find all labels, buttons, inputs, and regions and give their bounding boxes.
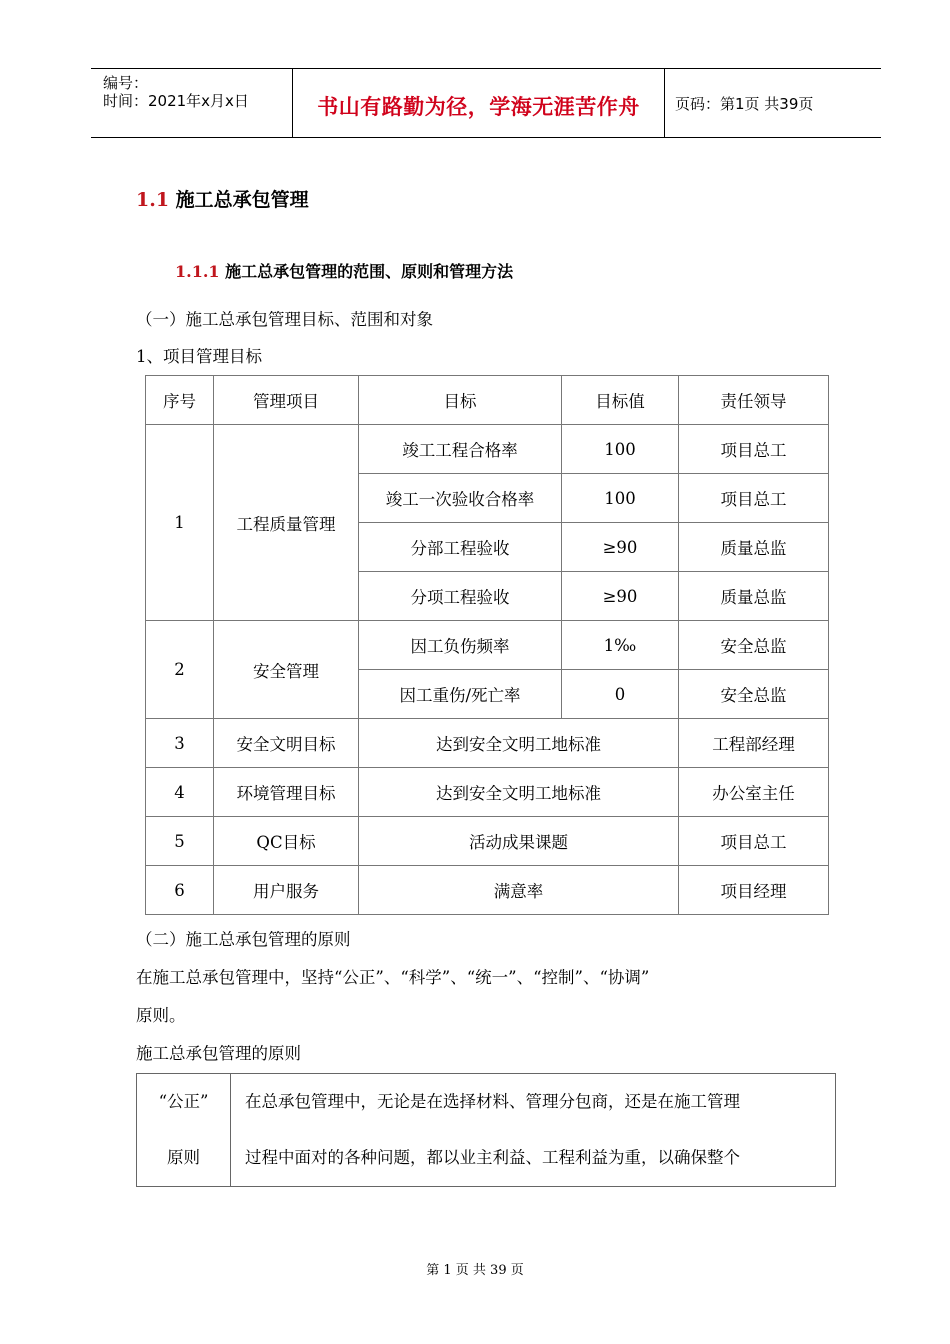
principle-text-line1: 在总承包管理中，无论是在选择材料、管理分包商，还是在施工管理: [245, 1092, 740, 1111]
table-row: [146, 719, 829, 768]
management-item: QC目标: [214, 817, 359, 866]
table-header-row: [146, 376, 829, 425]
target-cell: 因工重伤/死亡率: [359, 670, 562, 719]
header-cell: 责任领导: [679, 376, 829, 425]
row-number: 6: [146, 866, 214, 915]
principle-text-cell: [231, 1074, 836, 1187]
header-meta-cell: [91, 69, 293, 137]
target-value: 100: [562, 474, 679, 523]
motto: 书山有路勤为径，学海无涯苦作舟: [317, 94, 640, 119]
management-item: 安全文明目标: [214, 719, 359, 768]
target-cell: 活动成果课题: [359, 817, 679, 866]
target-cell: 达到安全文明工地标准: [359, 768, 679, 817]
table-row: [146, 621, 829, 670]
target-cell: 分项工程验收: [359, 572, 562, 621]
responsible-leader: 安全总监: [679, 621, 829, 670]
paragraph-principles-caption: 施工总承包管理的原则: [136, 1044, 301, 1063]
target-cell: 满意率: [359, 866, 679, 915]
responsible-leader: 安全总监: [679, 670, 829, 719]
paragraph-goals-heading: （一）施工总承包管理目标、范围和对象: [136, 310, 433, 329]
table-row: [137, 1074, 836, 1187]
section-number: 1.1: [136, 189, 170, 211]
paragraph-principles-line1: 在施工总承包管理中，坚持“公正”、“科学”、“统一”、“控制”、“协调”: [136, 968, 650, 987]
table-row: [146, 866, 829, 915]
target-value: ≥90: [562, 523, 679, 572]
subsection-number: 1.1.1: [175, 262, 220, 281]
principle-label-cell: [137, 1074, 231, 1187]
goals-table: [145, 375, 829, 915]
header-page-cell: [665, 69, 881, 137]
target-cell: 分部工程验收: [359, 523, 562, 572]
page-number-label: 页码：第1页 共39页: [675, 95, 814, 113]
target-cell: 因工负伤频率: [359, 621, 562, 670]
principle-text-line2: 过程中面对的各种问题，都以业主利益、工程利益为重，以确保整个: [245, 1148, 740, 1167]
row-number: 1: [146, 425, 214, 621]
section-heading: [136, 185, 309, 212]
table-row: [146, 768, 829, 817]
management-item: 环境管理目标: [214, 768, 359, 817]
section-title: 施工总承包管理: [169, 189, 309, 211]
target-cell: 竣工工程合格率: [359, 425, 562, 474]
table-row: [146, 817, 829, 866]
time-label: 时间：2021年x月x日: [103, 92, 249, 110]
management-item: 安全管理: [214, 621, 359, 719]
responsible-leader: 项目总工: [679, 817, 829, 866]
page-header: [91, 68, 881, 138]
target-value: 1‰: [562, 621, 679, 670]
management-item: 用户服务: [214, 866, 359, 915]
row-number: 5: [146, 817, 214, 866]
paragraph-principles-line2: 原则。: [136, 1006, 186, 1025]
header-cell: 序号: [146, 376, 214, 425]
target-value: 0: [562, 670, 679, 719]
paragraph-principles-heading: （二）施工总承包管理的原则: [136, 930, 351, 949]
code-label: 编号：: [103, 74, 149, 92]
responsible-leader: 质量总监: [679, 572, 829, 621]
header-cell: 管理项目: [214, 376, 359, 425]
principles-table: [136, 1073, 836, 1187]
row-number: 4: [146, 768, 214, 817]
management-item: 工程质量管理: [214, 425, 359, 621]
responsible-leader: 项目总工: [679, 474, 829, 523]
responsible-leader: 项目经理: [679, 866, 829, 915]
row-number: 2: [146, 621, 214, 719]
principle-label-line2: 原则: [167, 1148, 200, 1167]
header-cell: 目标值: [562, 376, 679, 425]
table-row: [146, 425, 829, 474]
responsible-leader: 项目总工: [679, 425, 829, 474]
responsible-leader: 质量总监: [679, 523, 829, 572]
subsection-title: 施工总承包管理的范围、原则和管理方法: [219, 262, 514, 281]
responsible-leader: 办公室主任: [679, 768, 829, 817]
target-value: ≥90: [562, 572, 679, 621]
responsible-leader: 工程部经理: [679, 719, 829, 768]
principle-label-line1: “公正”: [158, 1092, 209, 1111]
target-cell: 达到安全文明工地标准: [359, 719, 679, 768]
header-cell: 目标: [359, 376, 562, 425]
header-motto-cell: [293, 69, 665, 137]
target-cell: 竣工一次验收合格率: [359, 474, 562, 523]
row-number: 3: [146, 719, 214, 768]
page-footer: 第 1 页 共 39 页: [426, 1263, 524, 1278]
target-value: 100: [562, 425, 679, 474]
paragraph-project-goals: 1、项目管理目标: [136, 347, 262, 366]
subsection-heading: [175, 259, 513, 282]
